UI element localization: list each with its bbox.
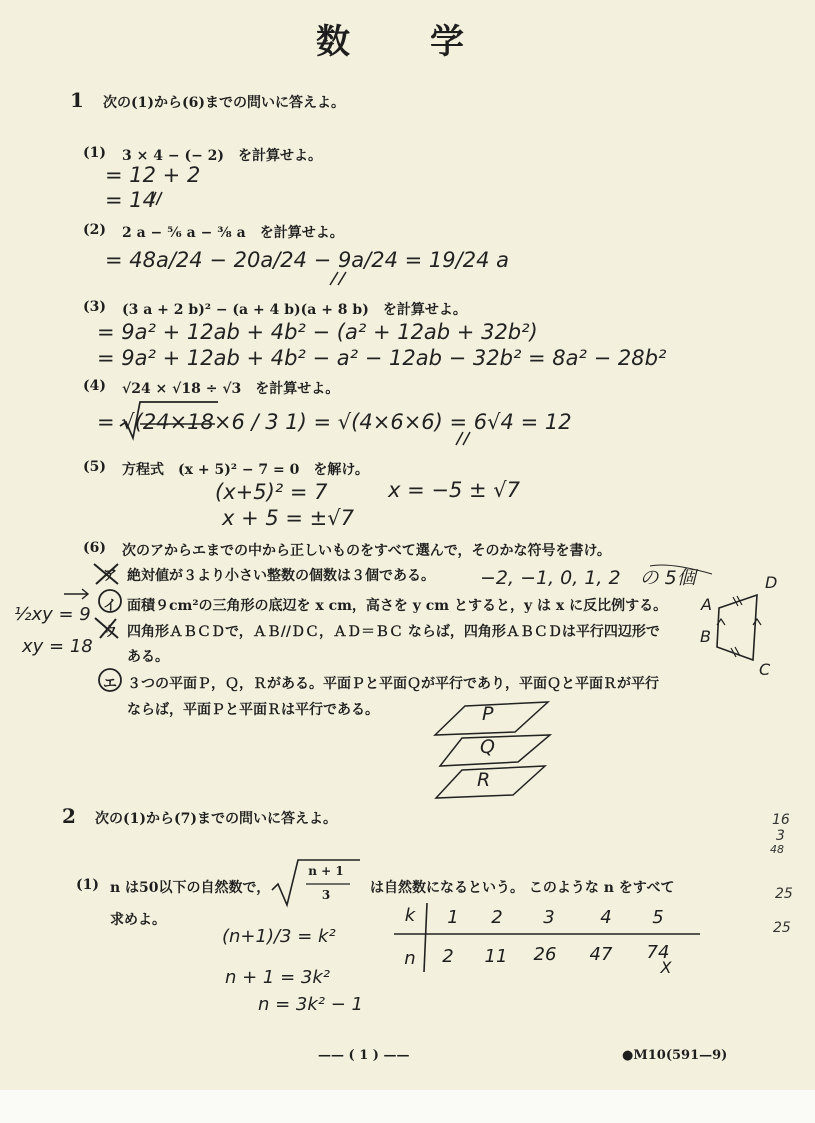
problem-1-6-label: (6) xyxy=(83,540,106,556)
problem-1-1-label: (1) xyxy=(83,145,106,161)
question-1-instruction: 次の(1)から(6)までの問いに答えよ。 xyxy=(103,95,345,111)
option-a-text: 絶対値が３より小さい整数の個数は３個である。 xyxy=(127,568,435,584)
problem-2-1-text-b: は自然数になるという。 このような n をすべて xyxy=(370,880,675,896)
option-i-text: 面積９cm²の三角形の底辺を x cm，高さを y cm とすると，y は x に反比例する。 xyxy=(127,598,668,614)
work-1-4-line1: = √(24×18×6 / 3 1) = √(4×6×6) = 6√4 = 12 xyxy=(97,410,572,434)
option-a-mark: ア xyxy=(103,568,117,584)
work-1-5-answer: x = −5 ± √7 xyxy=(388,478,521,502)
work-1-5-line2: x + 5 = ±√7 xyxy=(222,506,355,530)
option-e-text: ３つの平面Ｐ，Ｑ，Ｒがある。平面Ｐと平面Ｑが平行であり，平面Ｑと平面Ｒが平行 xyxy=(127,676,659,692)
work-1-2-line1: = 48a/24 − 20a/24 − 9a/24 = 19/24 a xyxy=(105,248,509,272)
work-2-1-line3: n = 3k² − 1 xyxy=(258,994,364,1015)
problem-1-6-text: 次のアからエまでの中から正しいものをすべて選んで，そのかな符号を書け。 xyxy=(122,543,611,559)
work-1-5-line1: (x+5)² = 7 xyxy=(215,480,328,504)
option-e-mark: エ xyxy=(103,676,117,692)
table-n-3: 26 xyxy=(533,944,557,965)
plane-p-diagram xyxy=(435,702,548,735)
problem-2-1-label: (1) xyxy=(76,877,99,893)
problem-1-3-text: (3 a + 2 b)² − (a + 4 b)(a + 8 b) を計算せよ。 xyxy=(122,302,467,318)
exam-code: ●M10(591—9) xyxy=(622,1048,728,1063)
circle-mark-option-e xyxy=(99,669,121,691)
margin-note-1: 16 xyxy=(772,812,790,828)
equal-length-ticks xyxy=(731,596,742,657)
quad-label-b: B xyxy=(700,627,711,646)
work-2-1-line2: n + 1 = 3k² xyxy=(225,967,331,988)
margin-note-3: 48 xyxy=(770,843,784,856)
question-2-instruction: 次の(1)から(7)までの問いに答えよ。 xyxy=(95,811,337,827)
cross-mark-option-u xyxy=(95,618,118,638)
problem-1-5-label: (5) xyxy=(83,459,106,475)
sqrt-sign-work-1-4 xyxy=(120,402,218,438)
plane-label-r: R xyxy=(477,769,491,791)
arrow-icon xyxy=(64,589,88,599)
note-eq2: xy = 18 xyxy=(22,636,93,657)
sqrt-numerator: n + 1 xyxy=(308,864,344,878)
page-title: 数 学 xyxy=(316,22,468,62)
table-head-k: k xyxy=(404,905,416,926)
problem-1-4-text: √24 × √18 ÷ √3 を計算せよ。 xyxy=(122,381,340,397)
table-k-2: 2 xyxy=(491,907,503,928)
work-1-1-line1: = 12 + 2 xyxy=(105,163,201,187)
quad-label-d: D xyxy=(765,573,778,592)
sqrt-sign-problem-2-1 xyxy=(272,860,360,905)
table-n-5: 74 xyxy=(646,942,670,963)
problem-1-2-text: 2 a − ⁵⁄₆ a − ³⁄₈ a を計算せよ。 xyxy=(122,225,344,241)
work-2-1-line1: (n+1)/3 = k² xyxy=(222,926,336,947)
table-k-5: 5 xyxy=(652,907,664,928)
plane-q-diagram xyxy=(440,735,550,766)
plane-label-p: P xyxy=(482,703,494,725)
answer-mark-1-1 xyxy=(150,192,162,205)
table-vertical-rule xyxy=(424,903,427,972)
quad-label-a: A xyxy=(701,595,712,614)
option-e-text-cont: ならば，平面Ｐと平面Ｒは平行である。 xyxy=(127,702,379,718)
option-u-text: 四角形ＡＢＣＤで，ＡＢ//ＤＣ，ＡＤ＝ＢＣ ならば，四角形ＡＢＣＤは平行四辺形で xyxy=(127,624,660,640)
table-cross-mark: X xyxy=(660,958,672,977)
work-1-3-line1: = 9a² + 12ab + 4b² − (a² + 12ab + 32b²) xyxy=(97,320,538,344)
margin-note-2: 3 xyxy=(776,828,785,844)
sqrt-denominator: 3 xyxy=(321,888,331,902)
question-2-number: 2 xyxy=(62,804,76,828)
page-number: —— ( 1 ) —— xyxy=(318,1048,410,1063)
table-k-3: 3 xyxy=(543,907,555,928)
answer-mark-1-2 xyxy=(330,272,346,285)
table-k-1: 1 xyxy=(447,907,459,928)
problem-1-1-text: 3 × 4 − (− 2) を計算せよ。 xyxy=(122,148,323,164)
note-integers: −2, −1, 0, 1, 2 の 5個 xyxy=(480,567,696,589)
problem-2-1-text-c: 求めよ。 xyxy=(110,912,166,928)
table-n-1: 2 xyxy=(442,946,454,967)
question-1-number: 1 xyxy=(70,88,84,112)
parallel-arrow-marks xyxy=(717,619,761,625)
cross-mark-option-a xyxy=(94,564,118,584)
problem-1-4-label: (4) xyxy=(83,378,106,394)
margin-note-5: 25 xyxy=(773,920,791,936)
work-1-1-line2: = 14 xyxy=(105,188,156,212)
note-eq1: ½xy = 9 xyxy=(14,604,91,625)
option-i-mark: イ xyxy=(103,598,117,614)
plane-label-q: Q xyxy=(480,736,495,758)
problem-1-2-label: (2) xyxy=(83,222,106,238)
table-k-4: 4 xyxy=(600,907,612,928)
plane-r-diagram xyxy=(436,766,545,798)
option-u-mark: ウ xyxy=(103,624,117,640)
quad-label-c: C xyxy=(759,660,771,679)
circle-mark-option-i xyxy=(99,590,121,612)
problem-1-3-label: (3) xyxy=(83,299,106,315)
work-1-3-line2: = 9a² + 12ab + 4b² − a² − 12ab − 32b² = 8a² − 28b² xyxy=(97,346,667,370)
table-n-2: 11 xyxy=(484,946,508,967)
table-n-4: 47 xyxy=(589,944,613,965)
option-u-text-cont: ある。 xyxy=(127,649,169,665)
note-underline xyxy=(650,565,712,574)
problem-1-5-text: 方程式 (x + 5)² − 7 = 0 を解け。 xyxy=(122,462,369,478)
table-head-n: n xyxy=(404,948,416,969)
margin-note-4: 25 xyxy=(775,886,793,902)
answer-mark-1-4 xyxy=(456,432,470,445)
problem-2-1-text-a: n は50以下の自然数で， xyxy=(110,880,271,896)
